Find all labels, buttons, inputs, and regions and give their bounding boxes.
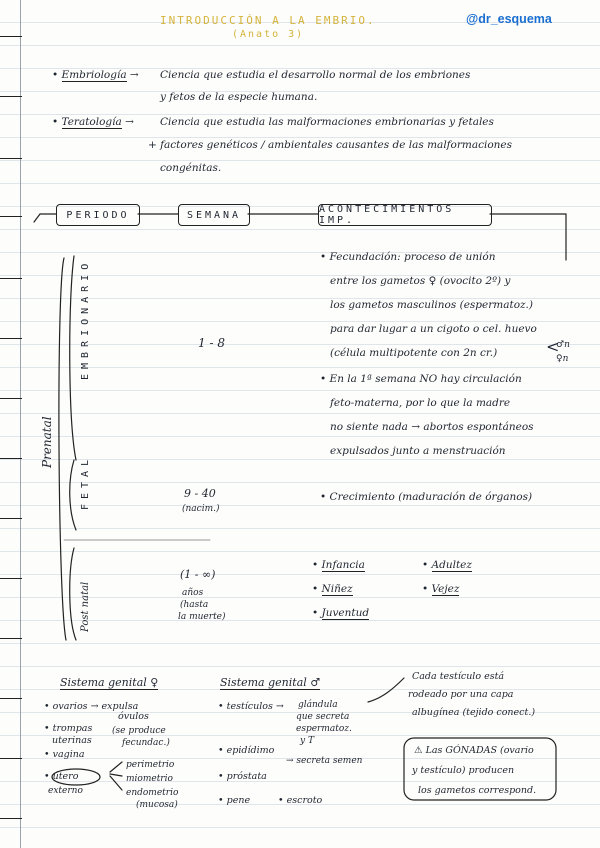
weeks-postnatal-note-1: años xyxy=(182,588,204,598)
note-albuginea-1: Cada testículo está xyxy=(412,671,505,682)
embrionario-bracket xyxy=(70,256,76,460)
stage-infancia: • Infancia xyxy=(312,559,365,571)
event-fecundacion-5: (célula multipotente con 2n cr.) xyxy=(330,347,498,359)
event-crecimiento-text: Crecimiento (maduración de órganos) xyxy=(329,491,533,503)
event-semana1-1-text: En la 1ª semana NO hay circulación xyxy=(329,373,522,385)
author-handle: @dr_esquema xyxy=(466,12,552,26)
female-ovarios: • ovarios → expulsa xyxy=(44,701,139,712)
male-prostata-text: próstata xyxy=(226,771,267,782)
event-semana1-3: no siente nada → abortos espontáneos xyxy=(330,421,534,433)
embriologia-def-1: Ciencia que estudia el desarrollo normal de los embriones xyxy=(160,69,471,81)
teratologia-def-2: + factores genéticos / ambientales causantes de las malformaciones xyxy=(148,139,513,151)
warning-icon: ⚠ xyxy=(414,745,423,756)
prenatal-bracket xyxy=(59,258,66,640)
header-acontecimientos: ACONTECIMIENTOS IMP. xyxy=(318,204,492,226)
event-semana1-1: • En la 1ª semana NO hay circulación xyxy=(320,373,522,385)
weeks-fetal-note: (nacim.) xyxy=(182,504,220,514)
female-endometrio: endometrio xyxy=(126,788,179,798)
fetal-bracket xyxy=(70,460,76,530)
male-glandula-4: y T xyxy=(300,736,314,746)
female-miometrio: miometrio xyxy=(126,774,173,784)
label-embrionario: EMBRIONARIO xyxy=(80,258,91,380)
female-utero-text: útero xyxy=(52,771,79,782)
header-line-end xyxy=(490,214,566,238)
female-trompas-note-1: (se produce xyxy=(112,726,166,736)
label-fetal: FETAL xyxy=(80,454,91,510)
stage-adultez: • Adultez xyxy=(422,559,472,571)
male-secreta-semen-text: secreta semen xyxy=(296,756,363,766)
male-glandula-3: espermatoz. xyxy=(296,724,352,734)
event-fecundacion-1: • Fecundación: proceso de unión xyxy=(320,251,496,263)
weeks-postnatal-note-2: (hasta xyxy=(180,600,209,610)
teratologia-def-3: congénitas. xyxy=(160,162,222,174)
event-crecimiento: • Crecimiento (maduración de órganos) xyxy=(320,491,533,503)
label-postnatal: Post natal xyxy=(80,581,91,632)
female-mucosa: (mucosa) xyxy=(136,800,178,810)
male-escroto: • escroto xyxy=(278,795,323,806)
note-albuginea-2: rodeado por una capa xyxy=(408,689,514,700)
note-gonadas-3: los gametos correspond. xyxy=(418,785,537,796)
event-fecundacion-1-text: Fecundación: proceso de unión xyxy=(329,251,496,263)
teratologia-def-1: Ciencia que estudia las malformaciones embrionarias y fetales xyxy=(160,116,494,128)
page-title: INTRODUCCIÓN A LA EMBRIO. xyxy=(160,14,376,27)
weeks-embrionario: 1 - 8 xyxy=(198,336,225,350)
female-vagina-text: vagina xyxy=(52,749,85,760)
gonadas-box xyxy=(404,738,556,800)
female-system-title-text: Sistema genital ♀ xyxy=(60,676,159,689)
male-epididimo-text: epidídimo xyxy=(226,745,275,756)
bullet-embriologia: • Embriología → xyxy=(52,69,139,81)
female-vagina: • vagina xyxy=(44,749,85,760)
chromosome-female: ♀n xyxy=(556,354,569,364)
event-fecundacion-3: los gametos masculinos (espermatoz.) xyxy=(330,299,533,311)
bullet-teratologia: • Teratología → xyxy=(52,116,134,128)
male-testiculos: • testículos → xyxy=(218,701,284,712)
weeks-postnatal: (1 - ∞) xyxy=(180,568,216,581)
term-teratologia: Teratología xyxy=(61,116,122,128)
header-hook xyxy=(34,214,40,222)
female-ovulos: óvulos xyxy=(118,711,149,722)
male-prostata: • próstata xyxy=(218,771,267,782)
utero-circle xyxy=(52,769,100,785)
weeks-fetal: 9 - 40 xyxy=(184,487,216,500)
albuginea-arrow xyxy=(368,678,404,702)
male-pene-text: pene xyxy=(226,795,251,806)
female-ovarios-text: ovarios → expulsa xyxy=(52,701,139,712)
header-semana: SEMANA xyxy=(178,204,250,226)
label-prenatal: Prenatal xyxy=(40,416,54,468)
header-periodo: PERIODO xyxy=(56,204,140,226)
female-trompas-note-2: fecundac.) xyxy=(122,738,170,748)
event-fecundacion-2: entre los gametos ♀ (ovocito 2º) y xyxy=(330,275,511,287)
male-epididimo: • epidídimo xyxy=(218,745,275,756)
stage-vejez: • Vejez xyxy=(422,583,460,595)
female-utero: • útero xyxy=(44,771,79,782)
stage-vejez-text: Vejez xyxy=(431,583,460,595)
male-secreta-semen: → secreta semen xyxy=(286,756,363,766)
stage-juventud-text: Juventud xyxy=(321,607,370,619)
postnatal-bracket xyxy=(70,548,76,640)
male-escroto-text: escroto xyxy=(286,795,323,806)
note-gonadas-2: y testículo) producen xyxy=(412,765,515,776)
male-glandula-1: glándula xyxy=(298,700,338,710)
page-subtitle: (Anato 3) xyxy=(232,29,305,40)
female-trompas-2: uterinas xyxy=(52,735,92,746)
embriologia-def-2: y fetos de la especie humana. xyxy=(160,91,318,103)
stage-ninez-text: Niñez xyxy=(321,583,353,595)
utero-branches xyxy=(110,762,122,790)
male-system-title-text: Sistema genital ♂ xyxy=(220,676,321,689)
chromosome-brace: < xyxy=(546,337,560,356)
male-glandula-2: que secreta xyxy=(296,712,350,722)
male-testiculos-text: testículos → xyxy=(226,701,284,712)
male-pene: • pene xyxy=(218,795,251,806)
stage-juventud: • Juventud xyxy=(312,607,370,619)
female-trompas-1: • trompas xyxy=(44,723,93,734)
event-fecundacion-4: para dar lugar a un cigoto o cel. huevo xyxy=(330,323,537,335)
female-perimetrio: perimetrio xyxy=(126,760,175,770)
term-embriologia: Embriología xyxy=(61,69,127,81)
stage-infancia-text: Infancia xyxy=(321,559,365,571)
female-externo: externo xyxy=(48,786,83,796)
chromosome-male: ♂n xyxy=(556,340,570,350)
stage-adultez-text: Adultez xyxy=(431,559,472,571)
female-trompas-1-text: trompas xyxy=(52,723,93,734)
event-semana1-2: feto-materna, por lo que la madre xyxy=(330,397,511,409)
note-albuginea-3: albugínea (tejido conect.) xyxy=(412,707,536,718)
event-semana1-4: expulsados junto a menstruación xyxy=(330,445,506,457)
note-gonadas-1-text: Las GÓNADAS (ovario xyxy=(425,745,534,756)
weeks-postnatal-note-3: la muerte) xyxy=(178,612,226,622)
stage-ninez: • Niñez xyxy=(312,583,353,595)
